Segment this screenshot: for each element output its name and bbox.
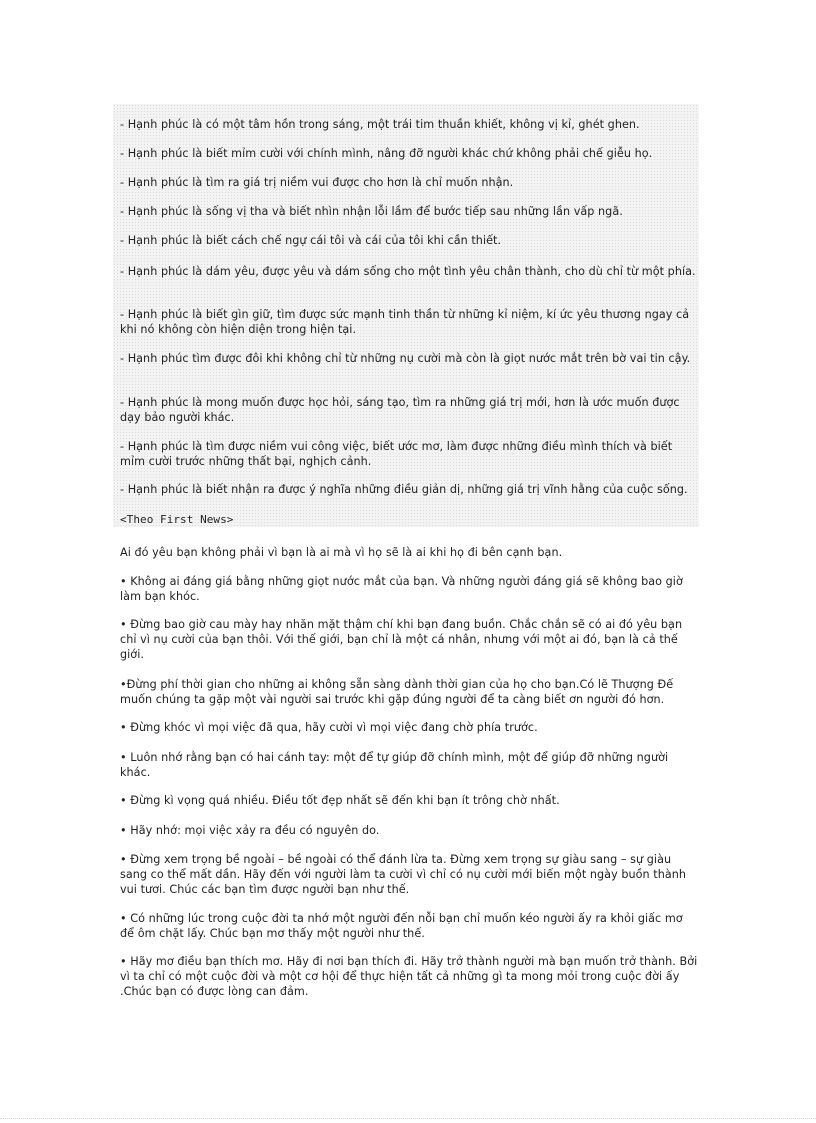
- list-item: • Không ai đáng giá bằng những giọt nước mắt của bạn. Và những người đáng giá sẽ không bao giờ làm bạn khóc.: [120, 575, 683, 603]
- source-citation: <Theo First News>: [120, 513, 234, 526]
- list-item: - Hạnh phúc là biết gìn giữ, tìm được sức mạnh tinh thần từ những kỉ niệm, kí ức yêu thương ngay cả khi nó không còn hiện diện trong hiện tại.: [120, 308, 690, 336]
- list-item: - Hạnh phúc là có một tâm hồn trong sáng, một trái tim thuần khiết, không vị kỉ, ghét ghen.: [120, 118, 640, 131]
- list-item: - Hạnh phúc là mong muốn được học hỏi, sáng tạo, tìm ra những giá trị mới, hơn là ước muốn được dạy bảo người khác.: [120, 396, 680, 424]
- list-item: - Hạnh phúc là biết mỉm cười với chính mình, nâng đỡ người khác chứ không phải chế giễu họ.: [120, 147, 653, 160]
- list-item: • Có những lúc trong cuộc đời ta nhớ một người đến nỗi bạn chỉ muốn kéo người ấy ra khỏi giấc mơ để ôm chặt lấy. Chúc bạn mơ thấy một người như thế.: [120, 912, 683, 940]
- list-item: - Hạnh phúc tìm được đôi khi không chỉ từ những nụ cười mà còn là giọt nước mắt trên bờ vai tin cậy.: [120, 352, 691, 365]
- intro-line: Ai đó yêu bạn không phải vì bạn là ai mà vì họ sẽ là ai khi họ đi bên cạnh bạn.: [120, 546, 563, 559]
- list-item: • Hãy mơ điều bạn thích mơ. Hãy đi nơi bạn thích đi. Hãy trở thành người mà bạn muốn trở thành. Bởi vì ta chỉ có một cuộc đời và một cơ hội để thực hiện tất cả những gì ta mong mỏi trong cuộc đời ấy .Chúc bạn có được lòng can đảm.: [120, 955, 698, 998]
- list-item: • Đừng khóc vì mọi việc đã qua, hãy cười vì mọi việc đang chờ phía trước.: [120, 721, 538, 734]
- list-item: • Đừng xem trọng bề ngoài – bề ngoài có thể đánh lừa ta. Đừng xem trọng sự giàu sang – sự giàu sang co thể mất dần. Hãy đến với người làm ta cười vì chỉ có nụ cười mới biến một ngày buồn thành vui tươi. Chúc các bạn tìm được người bạn như thế.: [120, 853, 687, 896]
- list-item: - Hạnh phúc là sống vị tha và biết nhìn nhận lỗi lầm để bước tiếp sau những lần vấp ngã.: [120, 205, 623, 218]
- list-item: - Hạnh phúc là biết nhận ra được ý nghĩa những điều giản dị, những giá trị vĩnh hằng của cuộc sống.: [120, 483, 688, 496]
- list-item: •Đừng phí thời gian cho những ai không sẵn sàng dành thời gian của họ cho bạn.Có lẽ Thượng Đế muốn chúng ta gặp một vài người sai trước khi gặp đúng người để ta càng biết ơn người đó hơn.: [120, 678, 674, 706]
- list-item: - Hạnh phúc là dám yêu, được yêu và dám sống cho một tình yêu chân thành, cho dù chỉ từ một phía.: [120, 265, 696, 278]
- list-item: • Đừng bao giờ cau mày hay nhăn mặt thậm chí khi bạn đang buồn. Chắc chắn sẽ có ai đó yêu bạn chỉ vì nụ cười của bạn thôi. Với thế giới, bạn chỉ là một cá nhân, nhưng với một ai đó, bạn là cả thế giới.: [120, 618, 683, 661]
- page-bottom-rule: [0, 1118, 816, 1119]
- list-item: • Đừng kì vọng quá nhiều. Điều tốt đẹp nhất sẽ đến khi bạn ít trông chờ nhất.: [120, 794, 560, 807]
- list-item: • Hãy nhớ: mọi việc xảy ra đều có nguyên do.: [120, 824, 380, 837]
- list-item: - Hạnh phúc là tìm ra giá trị niềm vui được cho hơn là chỉ muốn nhận.: [120, 176, 514, 189]
- list-item: - Hạnh phúc là tìm được niềm vui công việc, biết ước mơ, làm được những điều mình thích và biết mỉm cười trước những thất bại, nghịch cảnh.: [120, 440, 673, 468]
- list-item: - Hạnh phúc là biết cách chế ngự cái tôi và cái của tôi khi cần thiết.: [120, 234, 502, 247]
- list-item: • Luôn nhớ rằng bạn có hai cánh tay: một để tự giúp đỡ chính mình, một để giúp đỡ những người khác.: [120, 751, 669, 779]
